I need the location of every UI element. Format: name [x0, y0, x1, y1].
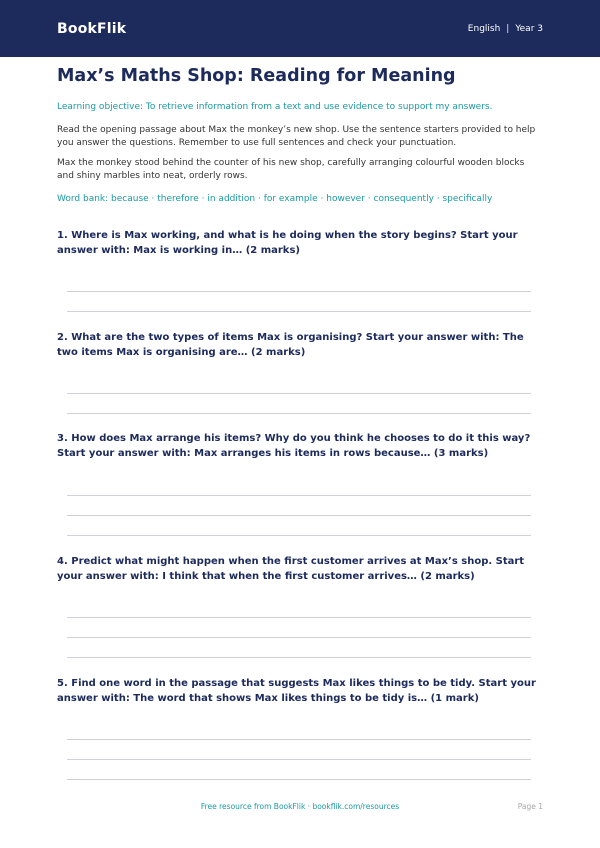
- answer-line[interactable]: [67, 515, 531, 516]
- question-3: 3. How does Max arrange his items? Why do you think he chooses to do it this way? Start your answer with: Max arranges his items in rows because… (3 marks): [57, 433, 531, 459]
- footer-source: Free resource from BookFlik · bookflik.com/resources: [200, 802, 400, 811]
- page-header: [0, 0, 600, 57]
- answer-line[interactable]: [67, 617, 531, 618]
- year-label: Year 3: [515, 23, 543, 34]
- answer-line[interactable]: [67, 291, 531, 292]
- header-meta: [468, 24, 543, 34]
- answer-line[interactable]: [67, 637, 531, 638]
- worksheet-intro: [57, 63, 543, 206]
- answer-line[interactable]: [67, 495, 531, 496]
- learning-objective: Learning objective: To retrieve information from a text and use evidence to support my answers.: [57, 102, 493, 112]
- question-1: 1. Where is Max working, and what is he doing when the story begins? Start your answer with: Max is working in… (2 marks): [57, 230, 518, 256]
- page-number: Page 1: [517, 802, 543, 811]
- answer-line[interactable]: [67, 657, 531, 658]
- answer-line[interactable]: [67, 413, 531, 414]
- answer-line[interactable]: [67, 739, 531, 740]
- answer-line[interactable]: [67, 311, 531, 312]
- word-bank: Word bank: because · therefore · in addition · for example · however · consequently · specifically: [57, 194, 493, 204]
- question-2: 2. What are the two types of items Max is organising? Start your answer with: The two items Max is organising are… (2 marks): [57, 332, 524, 358]
- instructions-text: Read the opening passage about Max the monkey’s new shop. Use the sentence starters provided to help you answer the questions. Remember to use full sentences and check your punctuation.: [57, 125, 536, 148]
- answer-line[interactable]: [67, 779, 531, 780]
- answer-line[interactable]: [67, 393, 531, 394]
- brand-logo: BookFlik: [57, 20, 127, 37]
- meta-separator: |: [506, 23, 510, 34]
- subject-label: English: [467, 23, 501, 34]
- question-5: 5. Find one word in the passage that suggests Max likes things to be tidy. Start your answer with: The word that shows Max likes things to be tidy is… (1 mark): [57, 678, 536, 704]
- question-4: 4. Predict what might happen when the first customer arrives at Max’s shop. Start your answer with: I think that when the first customer arrives… (2 marks): [57, 556, 525, 582]
- passage-text: Max the monkey stood behind the counter of his new shop, carefully arranging colourful wooden blocks and shiny marbles into neat, orderly rows.: [57, 158, 525, 181]
- answer-line[interactable]: [67, 759, 531, 760]
- answer-line[interactable]: [67, 535, 531, 536]
- page-title: Max’s Maths Shop: Reading for Meaning: [57, 66, 456, 86]
